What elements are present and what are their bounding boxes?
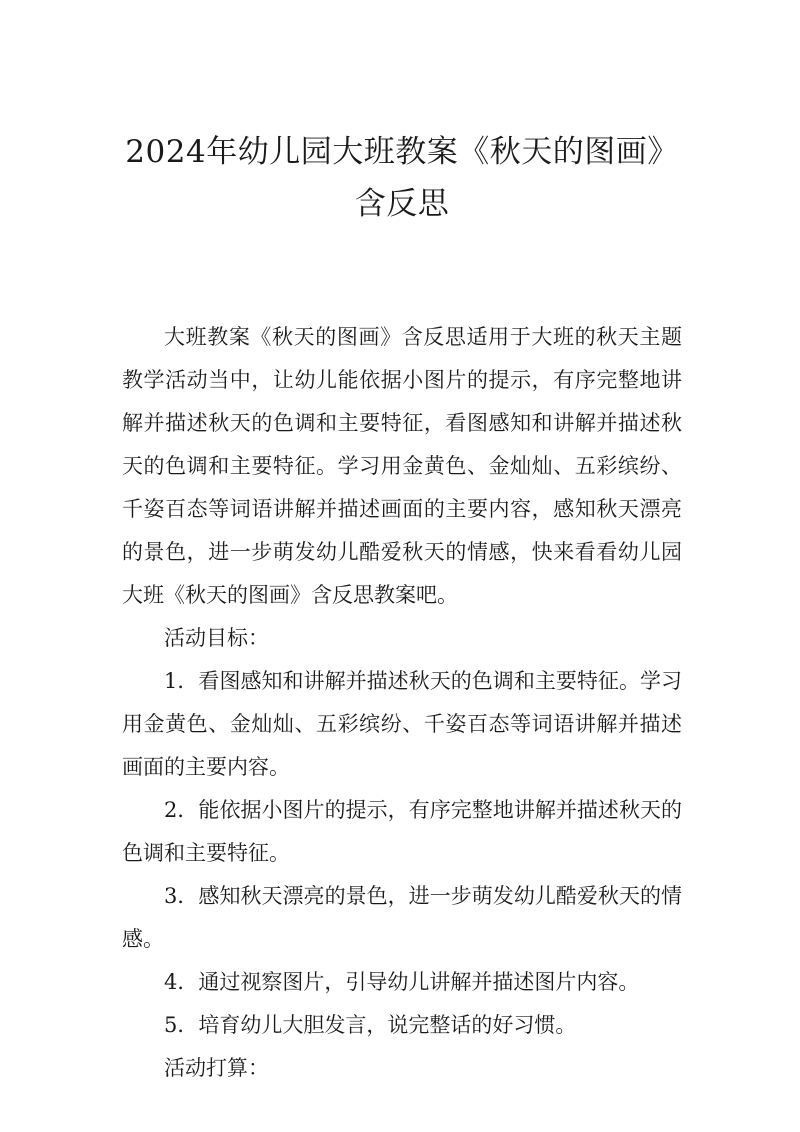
intro-paragraph: 大班教案《秋天的图画》含反思适用于大班的秋天主题教学活动当中，让幼儿能依据小图片的提示，有序完整地讲解并描述秋天的色调和主要特征，看图感知和讲解并描述秋天的色调和主要特征。学习用金黄色、金灿灿、五彩缤纷、千姿百态等词语讲解并描述画面的主要内容，感知秋天漂亮的景色，进一步萌发幼儿酷爱秋天的情感，快来看看幼儿园大班《秋天的图画》含反思教案吧。 [122, 325, 682, 607]
prep-heading: 活动打算： [164, 1056, 269, 1080]
goals-heading: 活动目标： [164, 626, 269, 650]
goal-item-5: 5．培育幼儿大胆发言，说完整话的好习惯。 [164, 1013, 577, 1037]
goal-item-1: 1．看图感知和讲解并描述秋天的色调和主要特征。学习用金黄色、金灿灿、五彩缤纷、千姿百态等词语讲解并描述画面的主要内容。 [122, 669, 682, 779]
document-body [122, 316, 682, 1090]
goal-item-3: 3．感知秋天漂亮的景色，进一步萌发幼儿酷爱秋天的情感。 [122, 884, 682, 951]
document-title: 2024年幼儿园大班教案《秋天的图画》含反思 [125, 134, 679, 222]
goal-item-2: 2．能依据小图片的提示，有序完整地讲解并描述秋天的色调和主要特征。 [122, 798, 682, 865]
goal-item-4: 4．通过视察图片，引导幼儿讲解并描述图片内容。 [164, 970, 640, 994]
